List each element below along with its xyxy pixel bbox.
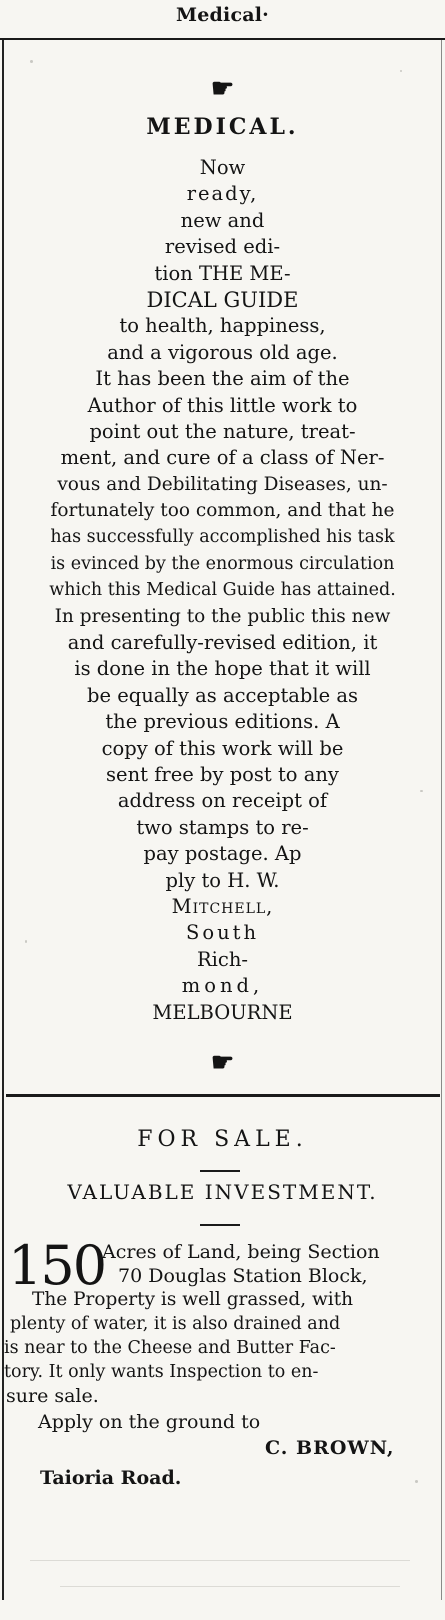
medical-ad-line: Mitchell,: [171, 894, 274, 918]
acreage-figure: 150: [8, 1234, 106, 1297]
medical-ad-line: be equally as acceptable as: [87, 683, 358, 707]
medical-ad-line: It has been the aim of the: [95, 367, 350, 391]
medical-ad-line: tion THE ME-: [154, 261, 291, 285]
sale-line: is near to the Cheese and Butter Fac-: [4, 1338, 336, 1358]
paper-speck: [415, 1480, 418, 1483]
sale-line: Apply on the ground to: [38, 1411, 261, 1433]
medical-ad-line: vous and Debilitating Diseases, un-: [57, 473, 388, 495]
medical-ad-line: Author of this little work to: [87, 393, 358, 417]
medical-ad-line: address on receipt of: [117, 789, 328, 813]
medical-ad-line: new and: [180, 208, 265, 232]
medical-ad-line: South: [185, 921, 260, 945]
medical-ad-line: fortunately too common, and that he: [50, 500, 395, 522]
medical-ad-line: and a vigorous old age.: [107, 340, 338, 364]
medical-ad-line: which this Medical Guide has attained.: [49, 580, 396, 601]
medical-ad-line: has successfully accomplished his task: [50, 527, 395, 548]
paper-speck: [420, 790, 423, 792]
for-sale-title: FOR SALE.: [137, 1127, 308, 1152]
medical-ad-line: mond,: [181, 974, 264, 998]
medical-ad-line: Rich-: [197, 947, 248, 971]
bleed-through-smudge: [60, 1586, 400, 1587]
sale-line: sure sale.: [6, 1385, 99, 1407]
medical-ad-line: point out the nature, treat-: [89, 419, 356, 443]
medical-ad-line: is evinced by the enormous circulation: [50, 553, 395, 574]
paper-speck: [30, 60, 33, 63]
medical-ad-line: pay postage. Ap: [143, 842, 302, 866]
medical-ad-body: [0, 155, 445, 1026]
pointing-hand-ornament-top: ☛: [210, 74, 235, 104]
medical-ad-line: sent free by post to any: [106, 762, 339, 786]
medical-ad-line: In presenting to the public this new: [54, 605, 391, 627]
title-dash-1: [200, 1170, 240, 1172]
paper-speck: [25, 940, 27, 943]
header-rule: [0, 38, 445, 40]
sale-line: The Property is well grassed, with: [32, 1289, 354, 1310]
sale-contact-address: Taioria Road.: [40, 1467, 182, 1489]
medical-ad-line: MELBOURNE: [152, 1000, 293, 1024]
ad-divider-rule: [6, 1094, 440, 1097]
medical-ad-line: DICAL GUIDE: [146, 287, 299, 312]
paper-speck: [400, 70, 402, 72]
medical-ad-line: two stamps to re-: [136, 815, 309, 839]
medical-ad-line: the previous editions. A: [105, 710, 340, 734]
medical-ad-line: ply to H. W.: [165, 868, 280, 892]
for-sale-subtitle: VALUABLE INVESTMENT.: [67, 1180, 378, 1204]
section-heading: Medical·: [176, 4, 269, 26]
medical-ad-line: copy of this work will be: [101, 736, 344, 760]
pointing-hand-ornament-bottom: ☛: [210, 1048, 235, 1078]
medical-ad-title: MEDICAL.: [146, 114, 299, 140]
medical-ad-line: to health, happiness,: [119, 314, 326, 338]
sale-contact-name: C. BROWN,: [265, 1437, 395, 1459]
medical-ad-line: ready,: [186, 182, 259, 206]
bleed-through-smudge: [30, 1560, 410, 1561]
medical-ad-line: and carefully-revised edition, it: [67, 631, 378, 655]
sale-line: Acres of Land, being Section: [102, 1241, 380, 1263]
sale-line: 70 Douglas Station Block,: [118, 1265, 368, 1287]
title-dash-2: [200, 1224, 240, 1226]
sale-line: tory. It only wants Inspection to en-: [4, 1362, 319, 1382]
medical-ad-line: ment, and cure of a class of Ner-: [60, 446, 385, 470]
medical-ad-line: is done in the hope that it will: [74, 657, 371, 681]
medical-ad-line: revised edi-: [164, 235, 281, 259]
sale-line: plenty of water, it is also drained and: [10, 1314, 341, 1334]
medical-ad-line: Now: [199, 156, 246, 179]
